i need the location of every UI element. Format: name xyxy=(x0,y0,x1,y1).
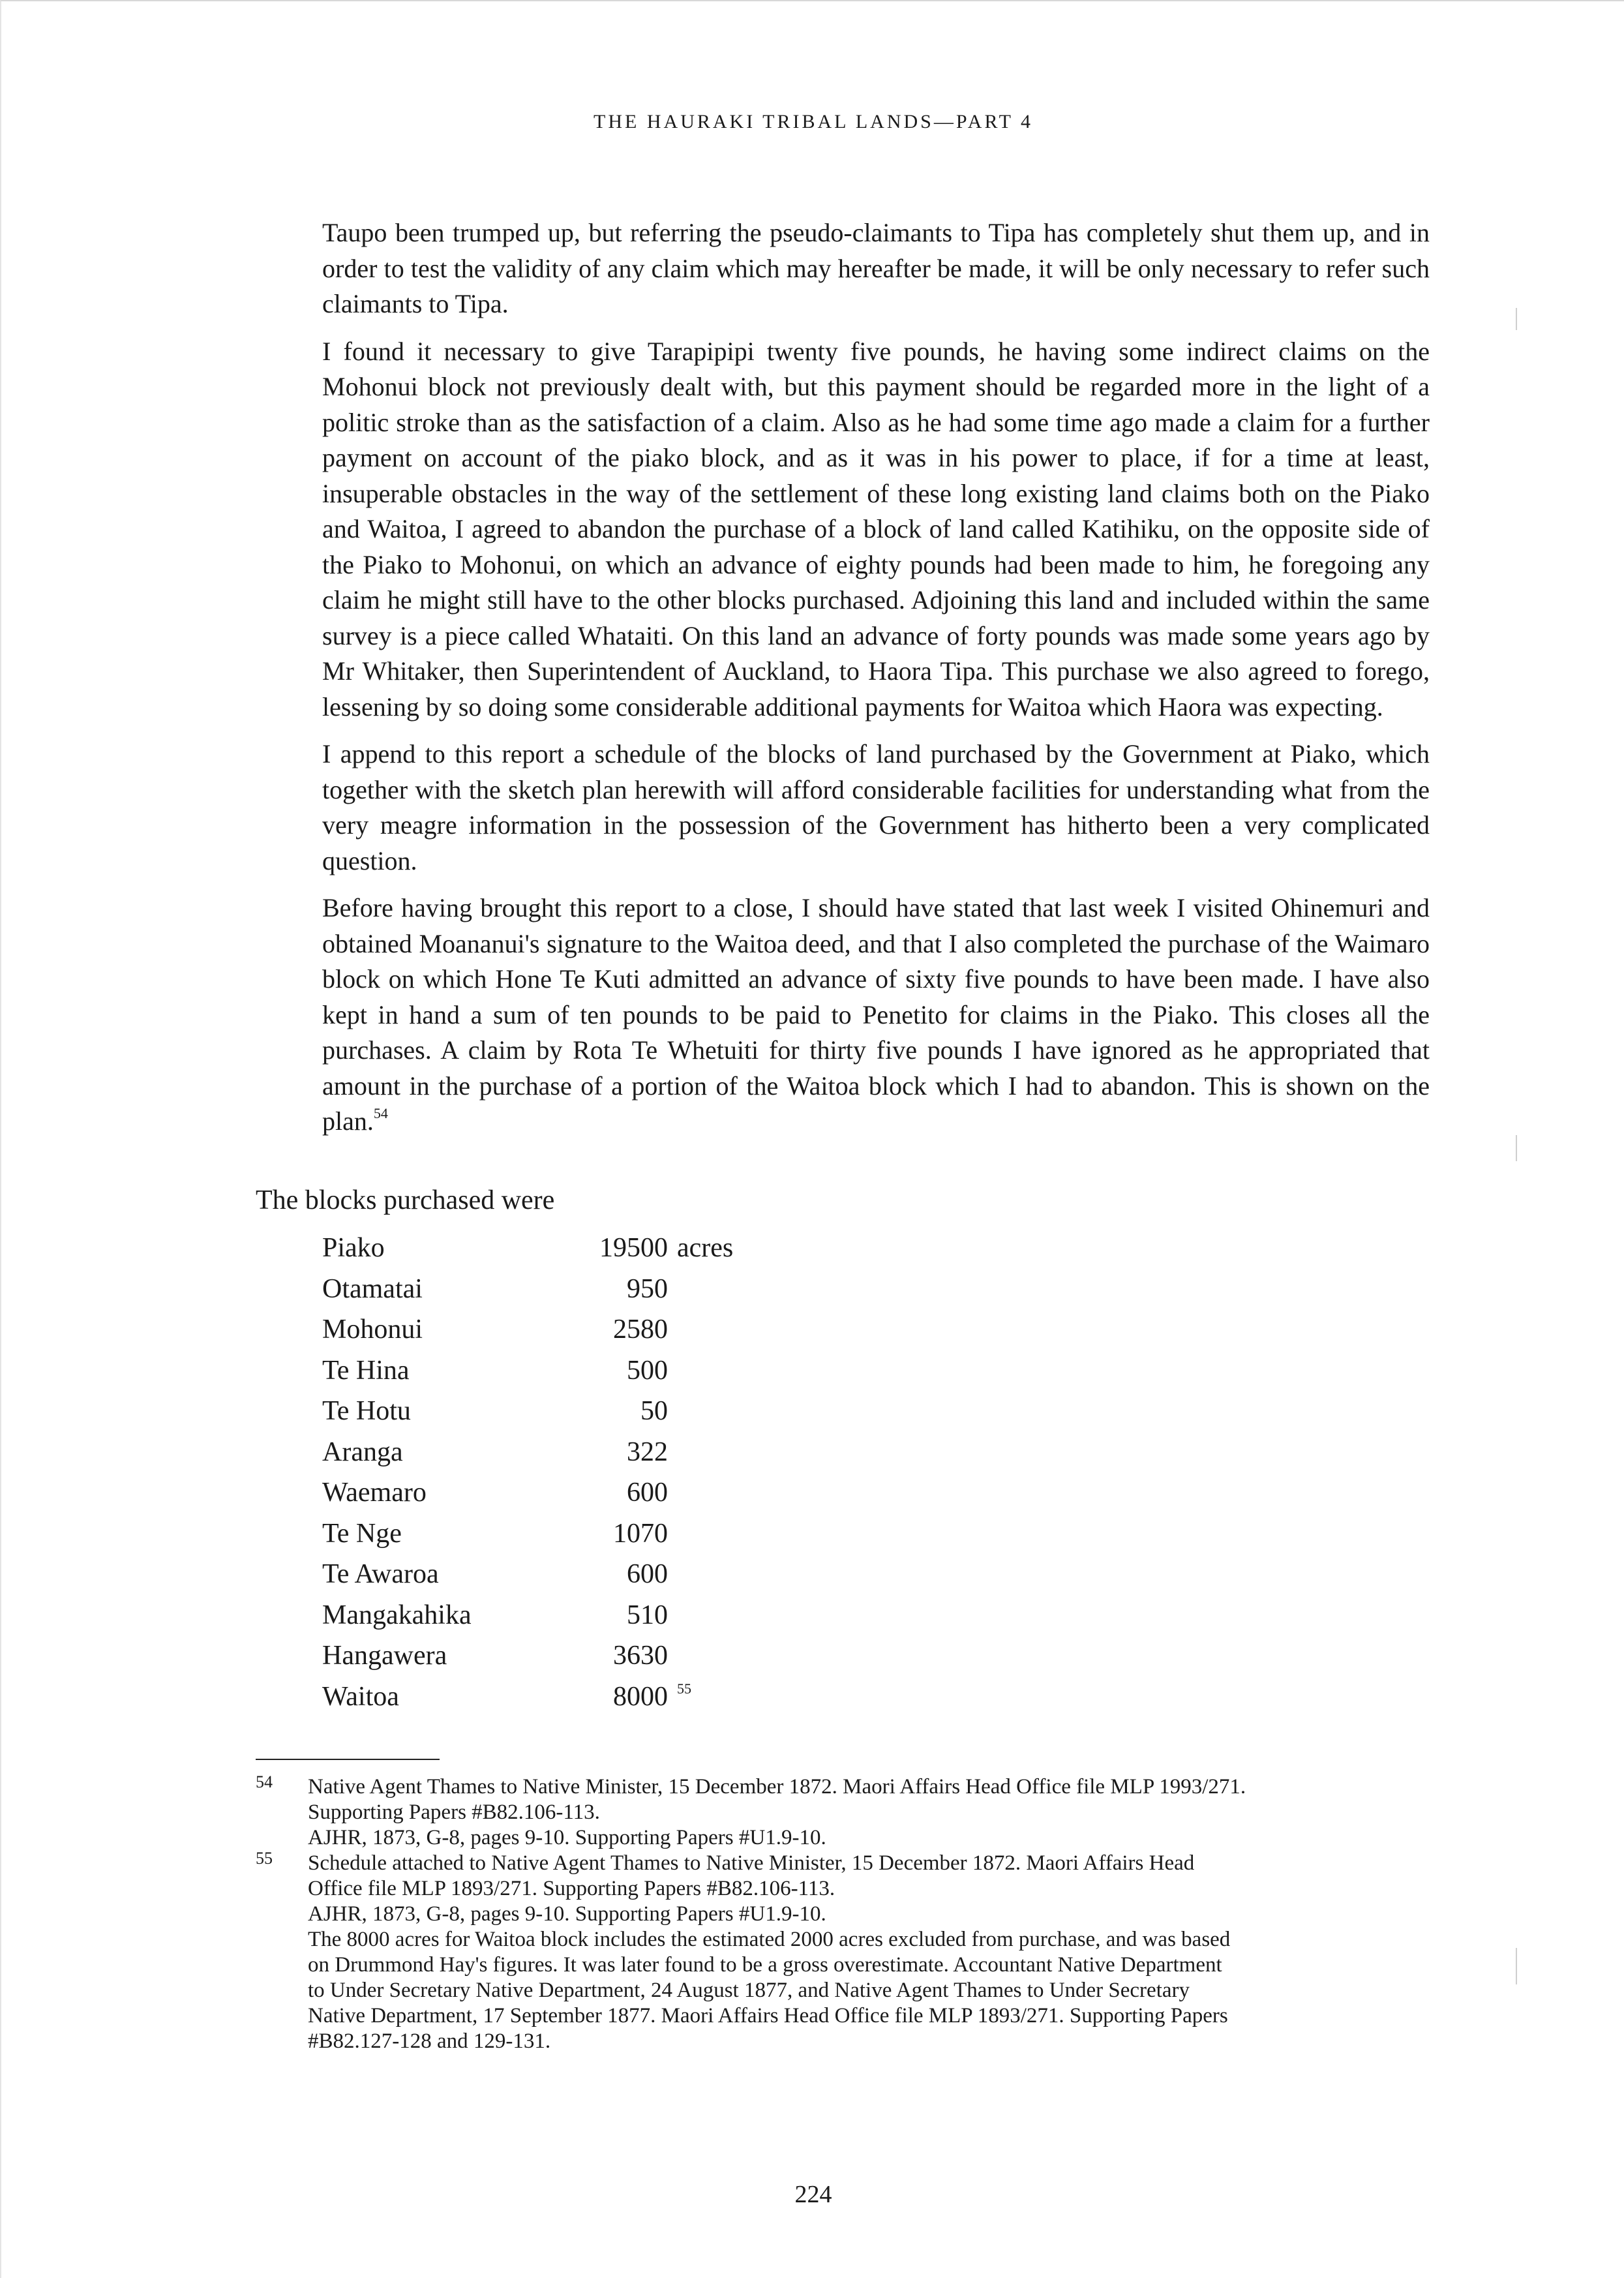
block-acres: 2580 xyxy=(613,1314,668,1345)
page-number: 224 xyxy=(794,2181,832,2208)
paragraph-text: I found it necessary to give Tarapipipi twenty five pounds, he having some indirect claims on the Mohonui block not previously dealt with, but this payment should be regarded more in the light of a politic stroke than as the satisfaction of a claim. Also as he had some time ago made a claim for a further payment on account of the piako block, and as it was in his power to place, if for a time at least, insuperable obstacles in the way of the settlement of these long existing land claims both on the Piako and Waitoa, I agreed to abandon the purchase of a block of land called Katihiku, on the opposite side of the Piako to Mohonui, on which an advance of eighty pounds had been made to him, he foregoing any claim he might still have to the other blocks purchased. Adjoining this land and included within the same survey is a piece called Whataiti. On this land an advance of forty pounds was made some years ago by Mr Whitaker, then Superintendent of Auckland, to Haora Tipa. This purchase we also agreed to forego, lessening by so doing some considerable additional payments for Waitoa which Haora was expecting. xyxy=(322,336,1430,721)
table-row xyxy=(322,1677,733,1718)
block-acres: 1070 xyxy=(613,1518,668,1549)
table-row xyxy=(322,1350,733,1391)
block-acres: 500 xyxy=(627,1355,668,1386)
table-row xyxy=(322,1554,733,1595)
blocks-table xyxy=(322,1228,733,1717)
paragraph-text: Before having brought this report to a close, I should have stated that last week I visited Ohinemuri and obtained Moananui's signature to the Waitoa deed, and that I also completed the purchase of the Waimaro block on which Hone Te Kuti admitted an advance of sixty five pounds to have been made. I have also kept in hand a sum of ten pounds to be paid to Penetito for claims in the Piako. This closes all the purchases. A claim by Rota Te Whetuiti for thirty five pounds I have ignored as he appropriated that amount in the purchase of a portion of the Waitoa block which I had to abandon. This is shown on the plan. xyxy=(322,893,1430,1136)
paragraph xyxy=(322,215,1430,322)
paragraph xyxy=(322,890,1430,1140)
acres-unit xyxy=(668,1309,733,1350)
footnote-line: Schedule attached to Native Agent Thames to Native Minister, 15 December 1872. Maori Affairs Head xyxy=(308,1851,1195,1875)
paragraph xyxy=(322,334,1430,725)
acres-unit xyxy=(668,1472,733,1513)
footnote-line: AJHR, 1873, G-8, pages 9-10. Supporting Papers #U1.9-10. xyxy=(308,1826,826,1849)
footnote-reference[interactable]: 55 xyxy=(677,1680,691,1697)
block-name: Piako xyxy=(322,1233,385,1264)
block-acres: 322 xyxy=(627,1436,668,1467)
table-row xyxy=(322,1269,733,1310)
acres-unit xyxy=(668,1432,733,1473)
paragraph-text: I append to this report a schedule of the blocks of land purchased by the Government at Piako, which together with the sketch plan herewith will afford considerable facilities for understanding what from the very meagre information in the possession of the Government has hitherto been a very complicated question. xyxy=(322,739,1430,875)
footnote-divider xyxy=(256,1759,440,1760)
block-name: Otamatai xyxy=(322,1273,423,1304)
footnote-number: 54 xyxy=(256,1772,273,1791)
footnote-line: on Drummond Hay's figures. It was later found to be a gross overestimate. Accountant Native Department xyxy=(308,1953,1222,1977)
footnote-line: The 8000 acres for Waitoa block includes the estimated 2000 acres excluded from purchase, and was based xyxy=(308,1928,1231,1951)
paragraph-text: Taupo been trumped up, but referring the pseudo-claimants to Tipa has completely shut them up, and in order to test the validity of any claim which may hereafter be made, it will be only necessary to refer such claimants to Tipa. xyxy=(322,218,1430,318)
table-row xyxy=(322,1472,733,1513)
table-row xyxy=(322,1595,733,1636)
block-name: Te Hotu xyxy=(322,1396,411,1427)
acres-unit: acres xyxy=(677,1233,734,1264)
block-name: Aranga xyxy=(322,1436,403,1467)
acres-unit xyxy=(668,1677,733,1718)
scan-edge-mark xyxy=(1516,1948,1517,1984)
table-row xyxy=(322,1228,733,1269)
footnote-reference[interactable]: 54 xyxy=(373,1105,388,1121)
acres-unit xyxy=(668,1269,733,1310)
block-acres: 600 xyxy=(627,1478,668,1508)
acres-unit xyxy=(668,1554,733,1595)
block-acres: 8000 xyxy=(613,1681,668,1712)
block-name: Waemaro xyxy=(322,1478,427,1508)
acres-unit xyxy=(668,1635,733,1677)
footnote xyxy=(256,1774,1430,1851)
footnote-line: Supporting Papers #B82.106-113. xyxy=(308,1800,600,1824)
scan-edge-mark xyxy=(1516,1135,1517,1161)
footnote-number: 55 xyxy=(256,1849,273,1868)
acres-unit xyxy=(668,1350,733,1391)
paragraph xyxy=(322,737,1430,879)
table-row xyxy=(322,1513,733,1555)
table-row xyxy=(322,1635,733,1677)
table-row xyxy=(322,1432,733,1473)
block-name: Waitoa xyxy=(322,1681,399,1712)
body-text xyxy=(322,215,1430,1151)
block-acres: 510 xyxy=(627,1600,668,1630)
block-name: Hangawera xyxy=(322,1641,447,1671)
acres-unit xyxy=(668,1595,733,1636)
footnote-line: AJHR, 1873, G-8, pages 9-10. Supporting Papers #U1.9-10. xyxy=(308,1902,826,1926)
block-acres: 50 xyxy=(640,1396,668,1427)
footnote-line: #B82.127-128 and 129-131. xyxy=(308,2029,551,2053)
block-name: Te Awaroa xyxy=(322,1559,439,1590)
table-row xyxy=(322,1309,733,1350)
running-title: THE HAURAKI TRIBAL LANDS—PART 4 xyxy=(594,111,1033,132)
block-acres: 600 xyxy=(627,1559,668,1590)
scan-edge-mark xyxy=(1516,308,1517,330)
block-name: Mohonui xyxy=(322,1314,423,1345)
footnote-line: to Under Secretary Native Department, 24 August 1877, and Native Agent Thames to Under Secretary xyxy=(308,1979,1190,2002)
block-name: Te Hina xyxy=(322,1355,410,1386)
acres-unit xyxy=(668,1513,733,1555)
block-acres: 950 xyxy=(627,1273,668,1304)
footnote-line: Native Agent Thames to Native Minister, 15 December 1872. Maori Affairs Head Office file MLP 1993/271. xyxy=(308,1775,1246,1799)
block-acres: 19500 xyxy=(599,1233,668,1264)
block-acres: 3630 xyxy=(613,1641,668,1671)
acres-unit xyxy=(668,1391,733,1432)
block-name: Te Nge xyxy=(322,1518,402,1549)
blocks-intro: The blocks purchased were xyxy=(256,1185,555,1215)
table-row xyxy=(322,1391,733,1432)
block-name: Mangakahika xyxy=(322,1600,472,1630)
footnote-line: Native Department, 17 September 1877. Maori Affairs Head Office file MLP 1893/271. Supporting Papers xyxy=(308,2004,1228,2027)
footnotes xyxy=(256,1774,1430,2054)
footnote-line: Office file MLP 1893/271. Supporting Papers #B82.106-113. xyxy=(308,1877,835,1900)
footnote xyxy=(256,1851,1430,2054)
